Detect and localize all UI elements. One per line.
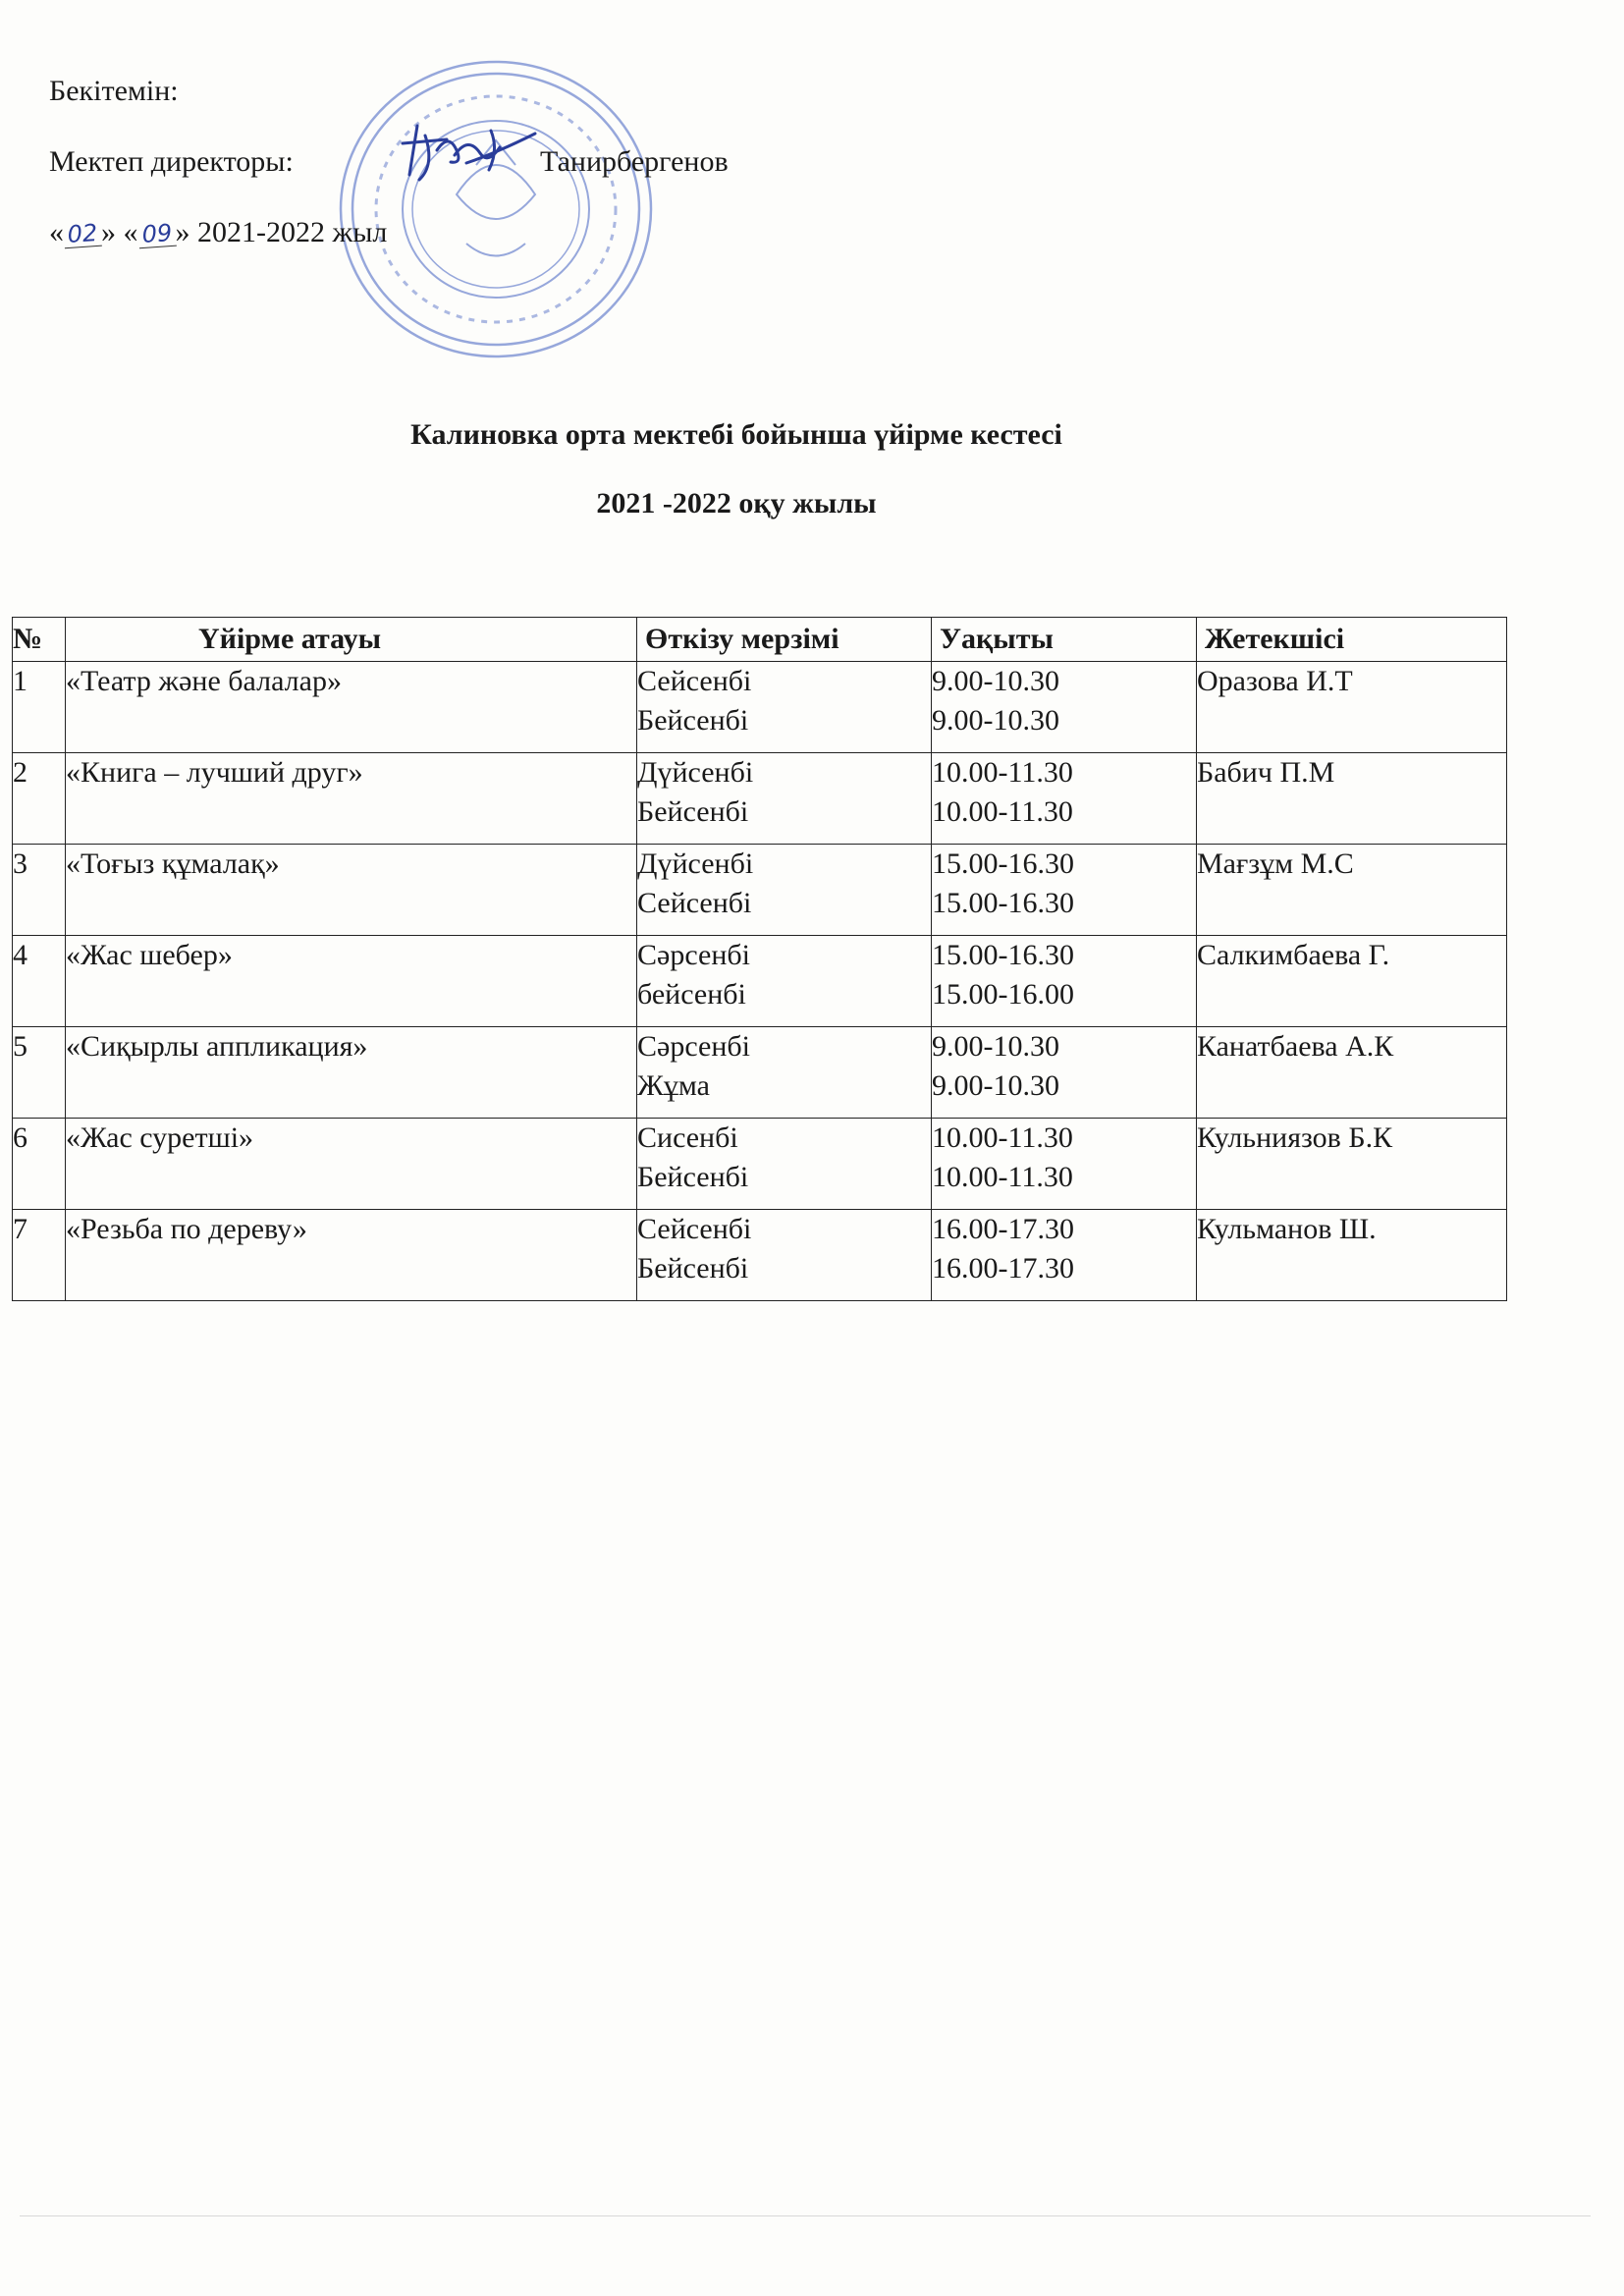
row-number: 2: [13, 753, 66, 845]
header-days: Өткізу мерзімі: [637, 618, 932, 662]
time-secondary: 9.00-10.30: [932, 1069, 1059, 1102]
club-name: «Жас шебер»: [66, 936, 637, 1027]
club-days: [637, 1027, 932, 1119]
director-label: Мектеп директоры:: [49, 145, 294, 178]
club-days: [637, 1119, 932, 1210]
club-leader: Мағзұм М.С: [1197, 845, 1507, 936]
header-club-name: Үйірме атауы: [66, 618, 637, 662]
scan-edge-line: [20, 2215, 1591, 2216]
day-secondary: Бейсенбі: [637, 795, 749, 828]
time-primary: 9.00-10.30: [932, 665, 1059, 697]
club-time: [932, 845, 1197, 936]
date-open-quote: «: [49, 216, 64, 248]
day-primary: Сәрсенбі: [637, 1030, 750, 1063]
time-primary: 15.00-16.30: [932, 939, 1074, 971]
table-row: [13, 662, 1507, 753]
club-time: [932, 936, 1197, 1027]
club-time: [932, 1210, 1197, 1301]
day-secondary: Сейсенбі: [637, 887, 752, 919]
club-leader: Кульманов Ш.: [1197, 1210, 1507, 1301]
header-leader: Жетекшісі: [1197, 618, 1507, 662]
time-primary: 16.00-17.30: [932, 1213, 1074, 1245]
club-time: [932, 753, 1197, 845]
day-secondary: Жұма: [637, 1069, 710, 1102]
row-number: 1: [13, 662, 66, 753]
time-primary: 10.00-11.30: [932, 1121, 1073, 1154]
header-number: №: [13, 618, 66, 662]
club-days: [637, 753, 932, 845]
day-secondary: Бейсенбі: [637, 704, 749, 737]
time-secondary: 16.00-17.30: [932, 1252, 1074, 1285]
club-leader: Оразова И.Т: [1197, 662, 1507, 753]
day-primary: Дүйсенбі: [637, 756, 754, 789]
club-name: «Сиқырлы аппликация»: [66, 1027, 637, 1119]
club-leader: Канатбаева А.К: [1197, 1027, 1507, 1119]
date-month-value: 09: [137, 220, 177, 249]
header-time: Уақыты: [932, 618, 1197, 662]
date-day-value: 02: [63, 220, 102, 249]
document-subtitle: 2021 -2022 оқу жылы: [596, 487, 877, 519]
table-row: [13, 845, 1507, 936]
day-primary: Дүйсенбі: [637, 847, 754, 880]
day-primary: Сейсенбі: [637, 1213, 752, 1245]
row-number: 5: [13, 1027, 66, 1119]
club-name: «Жас суретші»: [66, 1119, 637, 1210]
table-row: [13, 753, 1507, 845]
row-number: 4: [13, 936, 66, 1027]
table-header-row: [13, 618, 1507, 662]
time-secondary: 10.00-11.30: [932, 795, 1073, 828]
club-days: [637, 845, 932, 936]
club-name: «Тоғыз құмалақ»: [66, 845, 637, 936]
time-primary: 10.00-11.30: [932, 756, 1073, 789]
director-line: [49, 145, 729, 178]
approval-date: [49, 218, 387, 247]
club-time: [932, 1027, 1197, 1119]
club-days: [637, 1210, 932, 1301]
date-year-text: 2021-2022 жыл: [197, 216, 388, 248]
club-name: «Театр және балалар»: [66, 662, 637, 753]
time-primary: 9.00-10.30: [932, 1030, 1059, 1063]
time-secondary: 15.00-16.30: [932, 887, 1074, 919]
club-time: [932, 662, 1197, 753]
club-time: [932, 1119, 1197, 1210]
time-primary: 15.00-16.30: [932, 847, 1074, 880]
club-days: [637, 662, 932, 753]
table-row: [13, 1119, 1507, 1210]
day-secondary: бейсенбі: [637, 978, 746, 1011]
row-number: 7: [13, 1210, 66, 1301]
row-number: 6: [13, 1119, 66, 1210]
day-primary: Сисенбі: [637, 1121, 738, 1154]
director-name: Танирбергенов: [540, 145, 729, 178]
date-close-quote: »: [175, 216, 190, 248]
time-secondary: 10.00-11.30: [932, 1161, 1073, 1193]
director-signature-icon: [398, 116, 545, 194]
club-name: «Резьба по дереву»: [66, 1210, 637, 1301]
document-title: Калиновка орта мектебі бойынша үйірме кестесі: [410, 418, 1062, 451]
day-secondary: Бейсенбі: [637, 1252, 749, 1285]
day-primary: Сәрсенбі: [637, 939, 750, 971]
club-days: [637, 936, 932, 1027]
table-row: [13, 1027, 1507, 1119]
time-secondary: 9.00-10.30: [932, 704, 1059, 737]
club-name: «Книга – лучший друг»: [66, 753, 637, 845]
schedule-table: [12, 617, 1507, 1301]
school-seal-icon: [329, 47, 663, 371]
club-leader: Салкимбаева Г.: [1197, 936, 1507, 1027]
day-secondary: Бейсенбі: [637, 1161, 749, 1193]
table-row: [13, 1210, 1507, 1301]
date-mid-quotes: » «: [101, 216, 138, 248]
time-secondary: 15.00-16.00: [932, 978, 1074, 1011]
club-leader: Бабич П.М: [1197, 753, 1507, 845]
day-primary: Сейсенбі: [637, 665, 752, 697]
approve-label: Бекітемін:: [49, 75, 179, 107]
table-row: [13, 936, 1507, 1027]
row-number: 3: [13, 845, 66, 936]
club-leader: Кульниязов Б.К: [1197, 1119, 1507, 1210]
